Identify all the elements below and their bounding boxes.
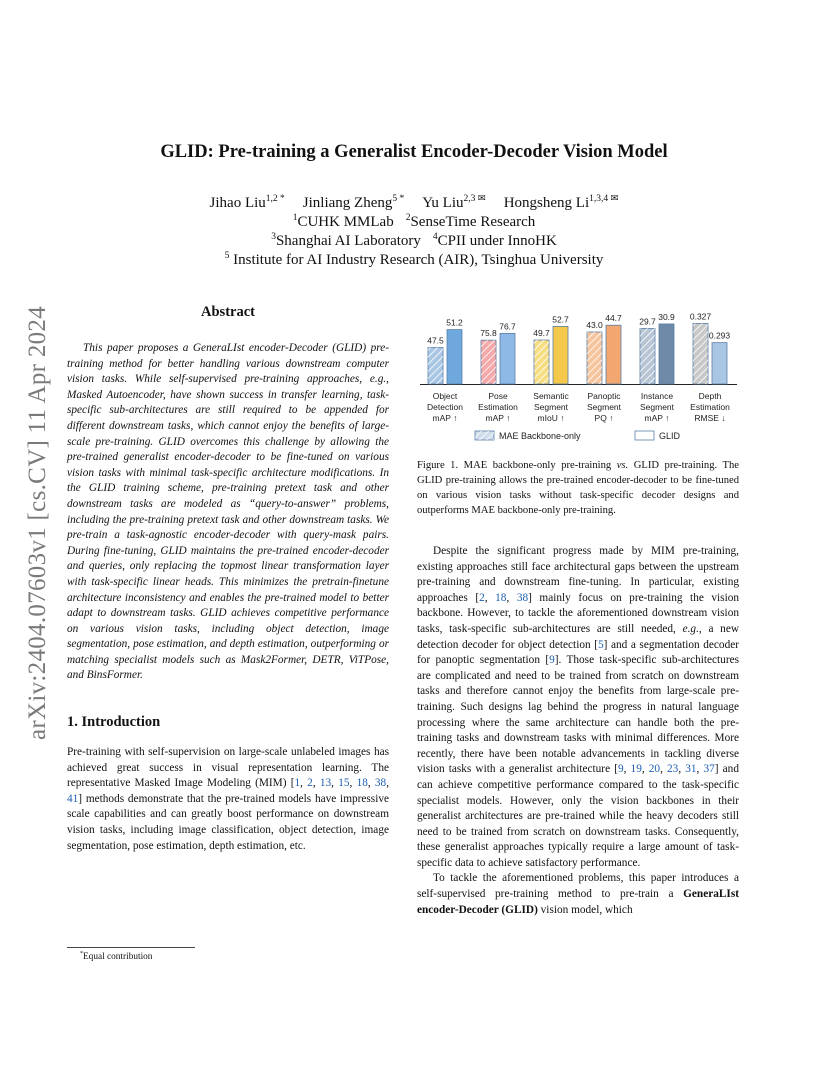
abstract-heading: Abstract (201, 304, 255, 320)
data-label: 75.8 (480, 328, 497, 339)
category-label: Semantic (533, 391, 569, 401)
citation-link[interactable]: 38 (374, 777, 387, 790)
bar-mae-hatch (587, 332, 602, 384)
bar-glid (447, 330, 462, 384)
author (210, 195, 285, 211)
author (422, 195, 485, 211)
citation-link[interactable]: 19 (630, 763, 642, 776)
citation-link[interactable]: 15 (338, 777, 350, 790)
bar-mae-hatch (640, 328, 655, 384)
citation-link[interactable]: 18 (495, 591, 507, 604)
category-label: Segment (586, 402, 622, 412)
intro-text-a: Pre-training with self-supervision on large-scale unlabeled images has achieved great success in visual representation learning. The representative Masked Image Modeling (MIM) [ (67, 746, 389, 790)
caption-label: Figure 1. (417, 460, 459, 471)
category-label: mIoU ↑ (537, 413, 565, 423)
category-label: Depth (698, 391, 722, 401)
text-run: , (484, 591, 496, 604)
category-label: mAP ↑ (644, 413, 670, 423)
citation-link[interactable]: 18 (356, 777, 368, 790)
legend-label-glid: GLID (659, 431, 681, 441)
data-label: 43.0 (586, 320, 603, 330)
citation-link[interactable]: 5 (597, 638, 604, 651)
footnote-text: Equal contribution (83, 952, 153, 962)
glid-name-expanded: GeneraLIst encoder-Decoder (GLID) (417, 888, 739, 916)
bar-mae-hatch (481, 340, 496, 384)
text-run: , (696, 763, 704, 776)
text-run: Despite the significant progress made by MIM pre-training, existing approaches still face architectural gaps between the upstream pre-training and downstream fine-tuning. In particular, existing approaches [ (417, 545, 739, 604)
author-block (0, 194, 828, 270)
right-column (417, 304, 739, 918)
citation-link[interactable]: 41 (67, 792, 79, 805)
right-paragraph-1 (417, 544, 739, 871)
text-run: , (506, 591, 517, 604)
author-name: Jinliang Zheng (302, 195, 393, 211)
data-label: 0.293 (708, 330, 731, 341)
author-affiliation-mark: 2,3 ✉ (463, 194, 486, 204)
citation-link[interactable]: 1 (294, 777, 301, 790)
footnote-mark: * (80, 951, 83, 957)
author (303, 195, 404, 211)
category-label: mAP ↑ (432, 413, 458, 423)
bar-glid (659, 324, 674, 384)
category-label: Estimation (478, 402, 518, 412)
affiliation-mark: 4 (432, 232, 438, 242)
citation-link[interactable]: 38 (516, 591, 529, 604)
text-run: ] and a segmentation decoder for panoptic segmentation [ (417, 638, 739, 667)
bar-mae-hatch (534, 340, 549, 384)
bar-mae-hatch (693, 323, 708, 384)
citation-link[interactable]: 9 (617, 763, 624, 776)
right-paragraph-2 (417, 871, 739, 918)
affiliation (225, 252, 604, 268)
affiliation-name: CPII under InnoHK (437, 233, 557, 249)
legend-swatch-glid (635, 431, 654, 440)
bar-glid (712, 343, 727, 384)
affiliation-row (0, 213, 828, 232)
paper-title: GLID: Pre-training a Generalist Encoder-Decoder Vision Model (160, 142, 668, 162)
category-label: Instance (640, 391, 674, 401)
figure-caption (417, 458, 739, 518)
citation-link[interactable]: 31 (685, 763, 697, 776)
affiliation-mark: 1 (292, 213, 298, 223)
affiliation-mark: 5 (224, 251, 230, 261)
abstract-text: This paper proposes a GeneraLIst encoder-Decoder (GLID) pre-training method for better handling various downstream computer vision tasks. While self-supervised pre-training approaches, e.g., Masked Autoencoder, have shown success in transfer learning, task-specific sub-architectures are still required to be appended for different downstream tasks, which cannot enjoy the benefits of large-scale pre-training. GLID overcomes this challenge by allowing the pre-trained generalist encoder-decoder to be fine-tuned on various vision tasks with minimal task-specific architecture modifications. In the GLID training scheme, pre-training pretext task and other downstream tasks are modeled as “query-to-answer” problems, including the pre-training pretext task and other downstream tasks. We pre-train a task-agnostic encoder-decoder with query-mask pairs. During fine-tuning, GLID maintains the pre-trained encoder-decoder and queries, only replacing the topmost linear transformation layer with task-specific linear heads. This minimizes the pretrain-finetune architecture inconsistency and enables the pre-trained model to better adapt to downstream tasks. GLID achieves competitive performance on various vision tasks, including object detection, image segmentation, pose estimation, and depth estimation, outperforming or matching specialist models such as Mask2Former, DETR, ViTPose, and BinsFormer. (67, 342, 389, 682)
arxiv-id: arXiv:2404.07603v1 [cs.CV] 11 Apr 2024 (24, 305, 52, 741)
data-label: 52.7 (552, 314, 569, 325)
data-label: 51.2 (446, 317, 463, 328)
italic-run: e.g. (682, 622, 699, 635)
bar-glid (553, 326, 568, 384)
author (504, 195, 619, 211)
data-label: 0.327 (689, 311, 712, 322)
right-p2-text-b: vision model, which (537, 903, 633, 916)
caption-text-a: MAE backbone-only pre-training (458, 460, 617, 471)
affiliation (433, 233, 557, 249)
affiliation-mark: 3 (271, 232, 276, 242)
category-label: PQ ↑ (594, 413, 614, 423)
text-run: ] and can achieve competitive performance compared to the task-specific specialist models. However, only the vision backbones in their generalist architectures are pre-trained while the heavy decoders still need to be trained from scratch on downstream tasks. Consequently, these generalist approaches typically require a large amount of task-specific data to achieve satisfactory performance. (417, 763, 739, 869)
affiliation-row (0, 251, 828, 270)
text-run: , (641, 763, 649, 776)
data-label: 30.9 (658, 311, 675, 322)
citation-link[interactable]: 20 (648, 763, 661, 776)
author-name: Hongsheng Li (503, 195, 590, 211)
affiliation-name: Shanghai AI Laboratory (275, 233, 421, 249)
affiliation-name: CUHK MMLab (297, 214, 394, 230)
data-label: 29.7 (639, 316, 656, 327)
category-label: mAP ↑ (485, 413, 511, 423)
citation-link[interactable]: 13 (319, 777, 332, 790)
figure-1 (417, 304, 739, 444)
data-label: 76.7 (499, 321, 516, 332)
data-label: 47.5 (427, 335, 444, 346)
legend-label-mae: MAE Backbone-only (499, 431, 581, 441)
text-run: ]. Those task-specific sub-architectures are complicated and need to be trained from scratch on downstream tasks and therefore cannot enjoy the benefits from large-scale pre-training. Such designs lag behind the progress in natural language processing where the same architecture can handle both the pre-training tasks and downstream tasks with minimal differences. More recently, there have been notable advancements in tackling diverse vision tasks with a generalist architecture [ (417, 654, 739, 776)
bar-glid (500, 333, 515, 384)
text-run: ] mainly focus on pre-training the vision backbone. However, to tackle the aforementioned downstream vision tasks, task-specific sub-architectures are still needed, (417, 591, 740, 635)
affiliation (271, 233, 421, 249)
category-label: Panoptic (587, 391, 621, 401)
text-run: , (660, 763, 668, 776)
author-affiliation-mark: 1,3,4 ✉ (589, 194, 619, 204)
footnote-rule (67, 947, 195, 948)
citation-link[interactable]: 9 (549, 654, 555, 667)
intro-paragraph (67, 745, 389, 854)
citation-link[interactable]: 37 (703, 763, 715, 776)
citation-link[interactable]: 2 (479, 591, 485, 604)
affiliation-name: Institute for AI Industry Research (AIR), Tsinghua University (229, 252, 604, 268)
category-label: Segment (533, 402, 569, 412)
caption-text-b: GLID pre-training. The GLID pre-training allows the pre-trained encoder-decoder to be fine-tuned on various vision tasks without task-specific decoder designs and outperforms MAE backbone-only pre-training. (417, 460, 739, 516)
bar-glid (606, 325, 621, 384)
data-label: 49.7 (533, 328, 550, 339)
intro-text-b: ] methods demonstrate that the pre-trained models have impressive scale capabilities and can greatly boost performance on downstream vision tasks, including image classification, object detection, image segmentation, pose estimation, depth estimation, etc. (67, 792, 389, 852)
text-run: , a new detection decoder for object detection [ (417, 622, 739, 651)
affiliation-row (0, 232, 828, 251)
category-label: Pose (488, 391, 508, 401)
affiliation-mark: 2 (405, 213, 411, 223)
category-label: Estimation (690, 402, 730, 412)
author-affiliation-mark: 5 * (392, 194, 405, 204)
author-affiliation-mark: 1,2 * (265, 194, 285, 204)
author-name: Jihao Liu (209, 195, 266, 211)
citation-link[interactable]: 23 (667, 763, 679, 776)
affiliation (406, 214, 536, 230)
affiliation-list (0, 213, 828, 270)
intro-heading: 1. Introduction (67, 714, 161, 731)
right-p2-text-a: To tackle the aforementioned problems, this paper introduces a self-supervised pre-training method to pre-train a (417, 872, 739, 901)
legend-swatch-mae-hatch (475, 431, 494, 440)
left-column (67, 304, 389, 854)
author-name: Yu Liu (422, 195, 464, 211)
category-label: Object (432, 391, 458, 401)
text-run: , (623, 763, 631, 776)
text-run: , (678, 763, 686, 776)
arxiv-sidebar (22, 286, 54, 760)
bar-chart (417, 304, 739, 444)
affiliation-name: SenseTime Research (410, 214, 536, 230)
category-label: RMSE ↓ (694, 413, 726, 423)
footnote (80, 952, 152, 962)
caption-vs: vs. (616, 460, 629, 471)
data-label: 44.7 (605, 313, 622, 324)
intro-citations: 1, 2, 13, 15, 18, 38, 41 (67, 777, 390, 805)
author-list (0, 194, 828, 213)
category-label: Segment (639, 402, 675, 412)
category-label: Detection (427, 402, 463, 412)
affiliation (293, 214, 394, 230)
bar-mae-hatch (428, 348, 443, 384)
citation-link[interactable]: 2 (307, 777, 313, 790)
